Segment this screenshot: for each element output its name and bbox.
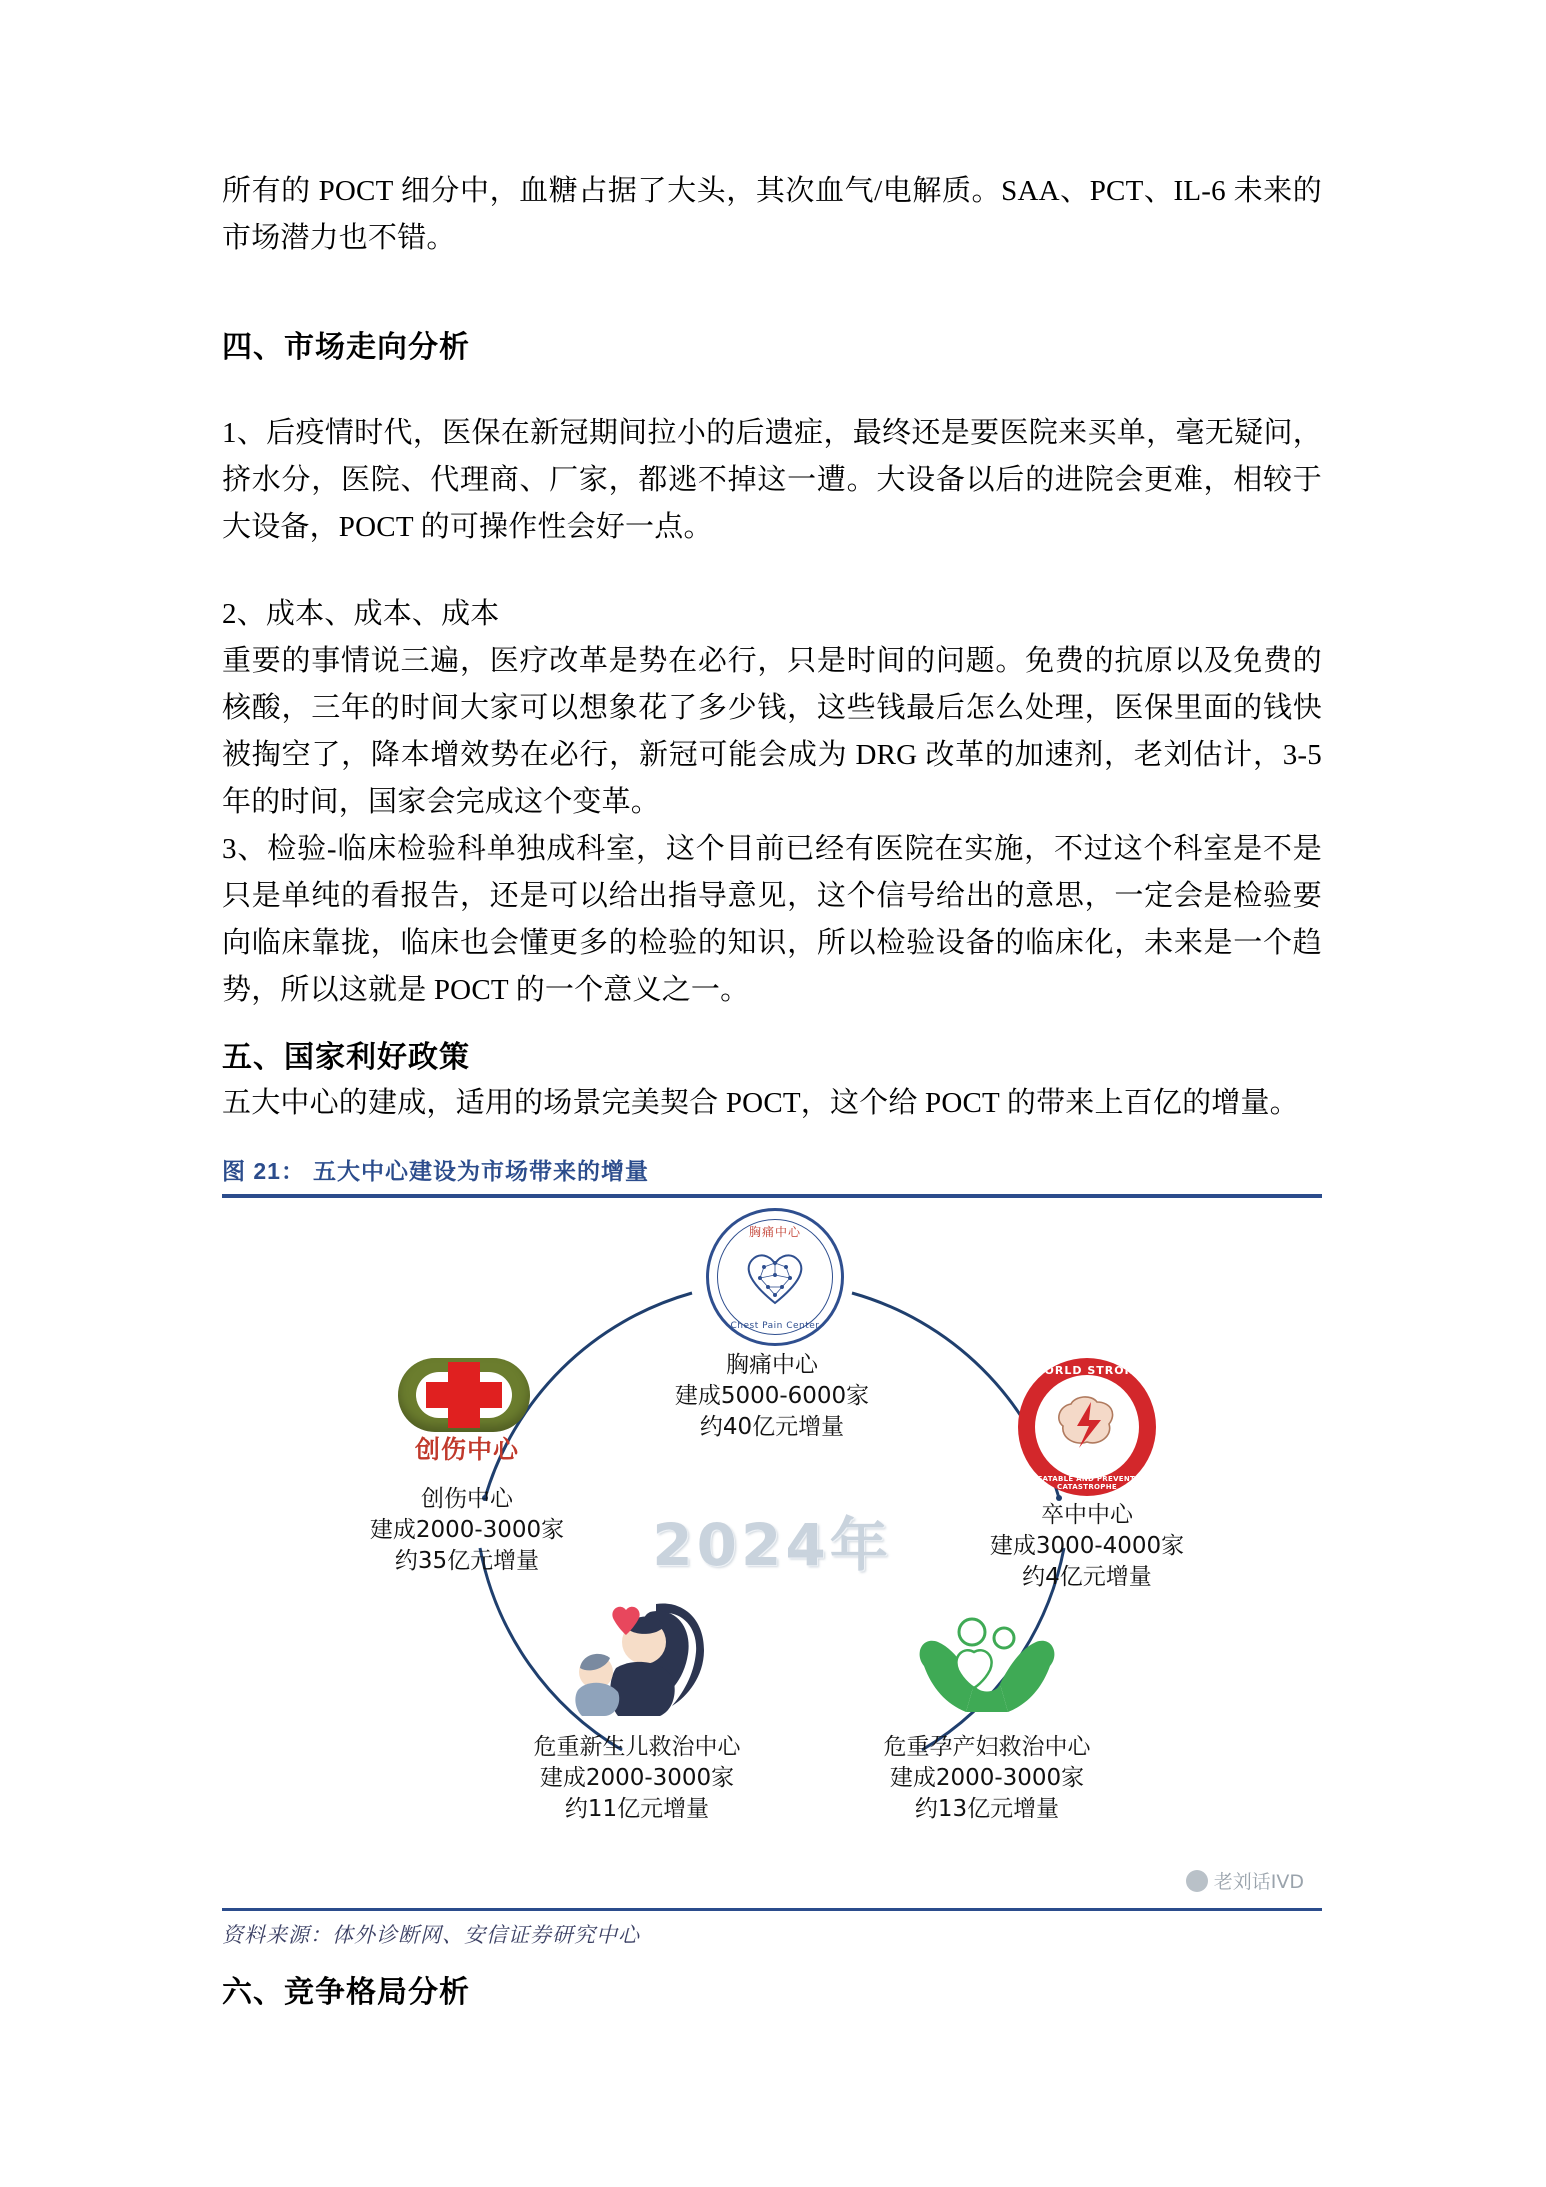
world-stroke-day-emblem: WORLD STROKE DAY A TREATABLE AND PREVENTABLE CATASTROPHE xyxy=(1018,1358,1156,1496)
center-built: 建成3000-4000家 xyxy=(989,1533,1185,1559)
center-name: 危重孕产妇救治中心 xyxy=(883,1734,1091,1760)
watermark-avatar-icon xyxy=(1186,1870,1208,1892)
center-built: 建成5000-6000家 xyxy=(674,1383,870,1409)
brain-lightning-icon xyxy=(1051,1392,1123,1458)
paragraph-2-title: 2、成本、成本、成本 xyxy=(222,598,500,630)
paragraph-2-body: 重要的事情说三遍，医疗改革是势在必行，只是时间的问题。免费的抗原以及免费的核酸，三年的时间大家可以想象花了多少钱，这些钱最后怎么处理，医保里面的钱快被掏空了，降本增效势在必行，新冠可能会成为 DRG 改革的加速剂，老刘估计，3-5 年的时间，国家会完成这个变革。 xyxy=(222,645,1322,818)
center-increment: 约40亿元增量 xyxy=(699,1414,845,1440)
center-name: 卒中中心 xyxy=(1041,1502,1133,1528)
newborn-labels xyxy=(472,1732,802,1825)
center-node-trauma xyxy=(317,1358,617,1577)
figure-number-label: 图 21： xyxy=(222,1158,305,1184)
maternal-labels xyxy=(822,1732,1152,1825)
figure-source: 资料来源：体外诊断网、安信证券研究中心 xyxy=(222,1923,640,1947)
chest-pain-labels xyxy=(632,1350,912,1443)
watermark xyxy=(1186,1867,1304,1894)
hands-holding-family-icon xyxy=(912,1608,1062,1724)
document-content xyxy=(222,168,1322,2015)
center-node-chest-pain xyxy=(632,1208,912,1443)
section-heading-four: 四、市场走向分析 xyxy=(222,331,470,364)
figure-title: 五大中心建设为市场带来的增量 xyxy=(312,1158,649,1184)
mother-holding-baby-icon xyxy=(552,1598,722,1724)
center-name: 危重新生儿救治中心 xyxy=(533,1734,741,1760)
spacer xyxy=(222,262,1322,326)
caring-hands-emblem xyxy=(912,1608,1062,1728)
center-name: 胸痛中心 xyxy=(726,1352,818,1378)
center-built: 建成2000-3000家 xyxy=(539,1765,735,1791)
figure-21 xyxy=(222,1153,1322,1949)
section-heading-five: 五、国家利好政策 xyxy=(222,1041,470,1074)
watermark-label: 老刘话IVD xyxy=(1213,1871,1304,1893)
center-increment: 约35亿元增量 xyxy=(394,1548,540,1574)
paragraph-1: 1、后疫情时代，医保在新冠期间拉小的后遗症，最终还是要医院来买单，毫无疑问，挤水分，医院、代理商、厂家，都逃不掉这一遭。大设备以后的进院会更难，相较于大设备，POCT 的可操作性会好一点。 xyxy=(222,417,1322,543)
spacer xyxy=(222,370,1322,410)
figure-title-row xyxy=(222,1153,1322,1188)
center-node-newborn xyxy=(472,1598,802,1825)
section-five-body: 五大中心的建成，适用的场景完美契合 POCT，这个给 POCT 的带来上百亿的增量。 xyxy=(222,1087,1299,1119)
center-node-stroke xyxy=(937,1358,1237,1593)
mother-and-baby-emblem xyxy=(552,1598,722,1728)
center-year-label: 2024年 xyxy=(652,1511,892,1579)
figure-diagram xyxy=(222,1198,1322,1908)
paragraph-3: 3、检验-临床检验科单独成科室，这个目前已经有医院在实施，不过这个科室是不是只是单纯的看报告，还是可以给出指导意见，这个信号给出的意思，一定会是检验要向临床靠拢，临床也会懂更多的检验的知识，所以检验设备的临床化，未来是一个趋势，所以这就是 POCT 的一个意义之一。 xyxy=(222,833,1322,1006)
trauma-center-emblem: 创伤中心 xyxy=(392,1358,542,1470)
stroke-labels xyxy=(937,1500,1237,1593)
center-node-maternal xyxy=(822,1608,1152,1825)
spacer xyxy=(222,551,1322,591)
center-increment: 约13亿元增量 xyxy=(914,1796,1060,1822)
section-heading-six: 六、竞争格局分析 xyxy=(222,1976,470,2009)
center-built: 建成2000-3000家 xyxy=(369,1517,565,1543)
chest-pain-center-emblem: 胸痛中心 Chest Pain Center xyxy=(706,1208,838,1346)
spacer xyxy=(222,1014,1322,1036)
spacer xyxy=(222,1949,1322,1971)
center-increment: 约4亿元增量 xyxy=(1022,1564,1152,1590)
center-name: 创伤中心 xyxy=(421,1486,513,1512)
center-increment: 约11亿元增量 xyxy=(564,1796,710,1822)
heart-network-icon xyxy=(742,1247,808,1307)
trauma-labels xyxy=(317,1484,617,1577)
intro-paragraph: 所有的 POCT 细分中，血糖占据了大头，其次血气/电解质。SAA、PCT、IL-6 未来的市场潜力也不错。 xyxy=(222,175,1322,254)
center-built: 建成2000-3000家 xyxy=(889,1765,1085,1791)
